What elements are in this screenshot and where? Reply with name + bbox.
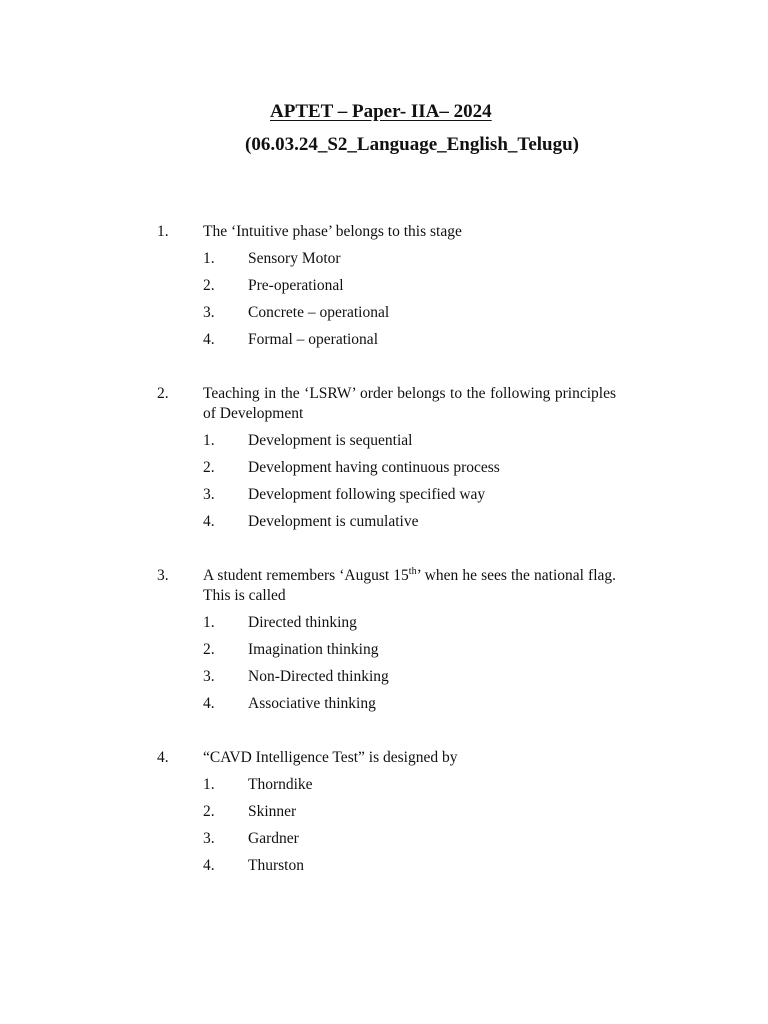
option-text: Gardner [248, 830, 299, 847]
option-number: 1. [203, 250, 215, 267]
option-number: 3. [203, 486, 215, 503]
option-text: Concrete – operational [248, 304, 390, 321]
page-subtitle: (06.03.24_S2_Language_English_Telugu) [245, 134, 579, 155]
option-number: 4. [203, 695, 215, 712]
question-number: 2. [157, 385, 169, 402]
option-text: Sensory Motor [248, 250, 341, 267]
option-text: Imagination thinking [248, 641, 379, 658]
option-text: Skinner [248, 803, 297, 820]
question-number: 4. [157, 749, 169, 766]
question-text-start: A student remembers ‘August 15 [203, 567, 409, 584]
question-number: 1. [157, 223, 169, 240]
question-text: “CAVD Intelligence Test” is designed by [203, 749, 458, 766]
option-text: Development is sequential [248, 432, 413, 449]
option-text: Associative thinking [248, 695, 376, 712]
option-text: Development having continuous process [248, 459, 500, 476]
option-text: Directed thinking [248, 614, 357, 631]
question-text: The ‘Intuitive phase’ belongs to this stage [203, 223, 462, 240]
option-number: 2. [203, 803, 215, 820]
question-number: 3. [157, 567, 169, 584]
option-number: 1. [203, 776, 215, 793]
option-number: 3. [203, 830, 215, 847]
option-number: 2. [203, 277, 215, 294]
question-text [203, 566, 616, 606]
option-number: 3. [203, 304, 215, 321]
option-text: Development is cumulative [248, 513, 419, 530]
option-number: 4. [203, 857, 215, 874]
option-number: 2. [203, 641, 215, 658]
question-text-end: ’ when he sees the national flag. This is called [203, 567, 617, 604]
superscript: th [408, 565, 417, 577]
option-text: Thurston [248, 857, 304, 874]
option-text: Development following specified way [248, 486, 486, 503]
option-text: Pre-operational [248, 277, 344, 294]
option-number: 4. [203, 331, 215, 348]
option-number: 1. [203, 432, 215, 449]
option-number: 1. [203, 614, 215, 631]
option-number: 4. [203, 513, 215, 530]
page-title: APTET – Paper- IIA– 2024 [270, 101, 492, 122]
question-text: Teaching in the ‘LSRW’ order belongs to the following principles of Development [203, 385, 616, 422]
option-number: 2. [203, 459, 215, 476]
option-text: Thorndike [248, 776, 313, 793]
option-number: 3. [203, 668, 215, 685]
option-text: Formal – operational [248, 331, 378, 348]
option-text: Non-Directed thinking [248, 668, 389, 685]
